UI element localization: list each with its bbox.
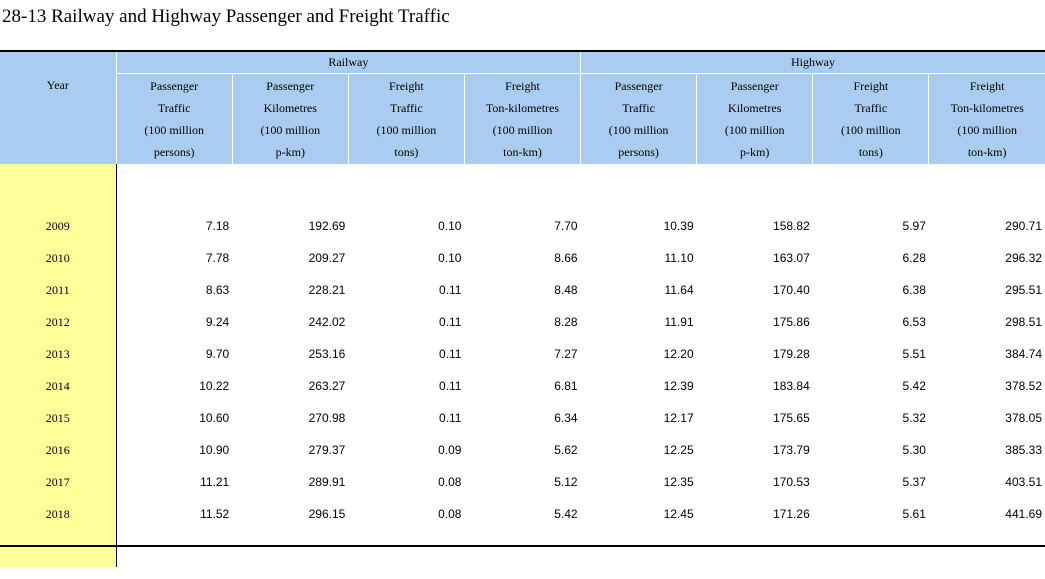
column-header	[697, 74, 813, 165]
column-header-line: Passenger	[614, 79, 663, 93]
value-cell	[929, 530, 1045, 567]
column-header-line: Freight	[505, 79, 540, 93]
column-header	[348, 74, 464, 165]
value-cell: 8.63	[205, 283, 230, 297]
column-header-line: persons)	[618, 145, 659, 159]
year-cell: 2017	[0, 466, 116, 498]
column-header-line: persons)	[153, 145, 195, 159]
value-cell: 290.71	[1005, 219, 1042, 233]
value-cell: 0.08	[438, 475, 462, 489]
year-cell: 2012	[0, 306, 116, 338]
column-header-line: Freight	[969, 79, 1005, 93]
value-cell: 11.64	[664, 283, 694, 297]
value-cell: 11.10	[664, 251, 694, 265]
value-cell: 163.07	[773, 251, 810, 265]
value-cell: 0.11	[438, 315, 462, 329]
value-cell: 296.32	[1005, 251, 1042, 265]
value-cell: 11.52	[200, 507, 230, 521]
value-cell: 253.16	[308, 347, 346, 361]
column-header	[232, 74, 348, 165]
column-header	[116, 74, 232, 165]
column-header	[929, 74, 1045, 165]
column-header-line: Freight	[389, 79, 424, 93]
value-cell: 5.42	[554, 507, 578, 521]
value-cell: 6.28	[902, 251, 926, 265]
year-cell: 2011	[0, 274, 116, 306]
table-header	[0, 52, 1045, 164]
value-cell: 441.69	[1005, 507, 1042, 521]
value-cell: 0.08	[438, 507, 462, 521]
value-cell: 6.34	[554, 411, 578, 425]
value-cell: 289.91	[308, 475, 346, 489]
table-row	[0, 210, 1045, 242]
value-cell	[116, 164, 232, 210]
value-cell: 263.27	[308, 379, 346, 393]
value-cell: 279.37	[308, 443, 346, 457]
value-cell	[232, 530, 348, 567]
column-header-line: tons)	[394, 145, 419, 159]
column-header-line: Kilometres	[728, 101, 782, 115]
column-header-line: Ton-kilometres	[950, 101, 1024, 115]
value-cell: 5.51	[902, 347, 926, 361]
table-row	[0, 306, 1045, 338]
column-header-line: Kilometres	[263, 101, 317, 115]
column-header-line: (100 million	[144, 123, 204, 137]
value-cell: 228.21	[308, 283, 346, 297]
column-header-line: (100 million	[260, 123, 321, 137]
value-cell: 0.11	[438, 347, 462, 361]
column-header-line: Traffic	[622, 101, 655, 115]
value-cell: 242.02	[308, 315, 346, 329]
value-cell: 7.18	[205, 219, 230, 233]
year-cell: 2016	[0, 434, 116, 466]
page-title: 28-13 Railway and Highway Passenger and Freight Traffic	[2, 6, 450, 27]
table-row	[0, 338, 1045, 370]
value-cell: 158.82	[773, 219, 810, 233]
column-header-line: Traffic	[854, 101, 888, 115]
value-cell: 8.28	[554, 315, 578, 329]
value-cell: 10.22	[199, 379, 230, 393]
value-cell: 6.53	[902, 315, 926, 329]
value-cell	[116, 530, 232, 567]
column-header-row	[0, 74, 1045, 165]
value-cell: 10.90	[199, 443, 230, 457]
table-row	[0, 370, 1045, 402]
value-cell: 8.66	[554, 251, 578, 265]
value-cell: 295.51	[1005, 283, 1042, 297]
value-cell: 0.09	[438, 443, 462, 457]
table-row	[0, 498, 1045, 530]
value-cell: 12.17	[663, 411, 694, 425]
value-cell: 5.42	[902, 379, 926, 393]
value-cell: 298.51	[1005, 315, 1042, 329]
value-cell	[464, 530, 580, 567]
column-header-line: (100 million	[376, 123, 437, 137]
value-cell: 0.11	[438, 283, 462, 297]
column-header-line: Freight	[853, 79, 889, 93]
year-cell	[0, 164, 116, 210]
value-cell	[813, 530, 929, 567]
value-cell: 12.20	[663, 347, 694, 361]
value-cell: 5.32	[902, 411, 926, 425]
table-body	[0, 164, 1045, 567]
year-header: Year	[0, 52, 116, 164]
table-row	[0, 402, 1045, 434]
column-header-line: Passenger	[730, 79, 779, 93]
value-cell: 0.11	[438, 411, 462, 425]
year-cell: 2018	[0, 498, 116, 530]
value-cell: 7.27	[554, 347, 578, 361]
traffic-table	[0, 52, 1045, 567]
year-cell: 2014	[0, 370, 116, 402]
spacer-row	[0, 164, 1045, 210]
value-cell: 0.11	[438, 379, 462, 393]
column-header	[813, 74, 929, 165]
column-header-line: Passenger	[266, 79, 315, 93]
column-header-line: (100 million	[957, 123, 1018, 137]
table-row	[0, 466, 1045, 498]
value-cell: 0.10	[438, 219, 462, 233]
value-cell: 175.65	[773, 411, 810, 425]
value-cell: 296.15	[308, 507, 346, 521]
value-cell: 7.78	[205, 251, 230, 265]
column-header-line: tons)	[858, 145, 883, 159]
column-header-line: p-km)	[275, 145, 305, 159]
value-cell: 12.25	[663, 443, 694, 457]
group-header-railway: Railway	[116, 52, 580, 74]
value-cell	[464, 164, 580, 210]
column-header-line: (100 million	[840, 123, 901, 137]
column-header-line: Passenger	[150, 79, 199, 93]
value-cell: 5.97	[902, 219, 926, 233]
column-header-line: ton-km)	[503, 145, 542, 159]
column-header-line: (100 million	[492, 123, 553, 137]
value-cell: 12.45	[663, 507, 694, 521]
value-cell: 192.69	[308, 219, 346, 233]
value-cell: 10.60	[199, 411, 230, 425]
value-cell	[581, 530, 697, 567]
value-cell: 5.12	[554, 475, 578, 489]
column-header	[581, 74, 697, 165]
value-cell: 179.28	[773, 347, 810, 361]
value-cell: 7.70	[554, 219, 578, 233]
column-header-line: Ton-kilometres	[485, 101, 560, 115]
value-cell	[697, 164, 813, 210]
column-header-line: Traffic	[157, 101, 191, 115]
column-header-line: (100 million	[608, 123, 669, 137]
value-cell: 175.86	[773, 315, 810, 329]
value-cell: 171.26	[773, 507, 810, 521]
value-cell: 12.39	[663, 379, 694, 393]
value-cell: 6.38	[902, 283, 926, 297]
column-header-line: ton-km)	[967, 145, 1007, 159]
value-cell: 8.48	[554, 283, 578, 297]
column-header-line: Traffic	[390, 101, 423, 115]
value-cell: 173.79	[773, 443, 810, 457]
value-cell: 5.61	[902, 507, 926, 521]
value-cell: 9.24	[205, 315, 230, 329]
value-cell: 11.21	[200, 475, 230, 489]
value-cell: 170.40	[773, 283, 810, 297]
value-cell: 6.81	[554, 379, 578, 393]
table-row	[0, 274, 1045, 306]
value-cell: 0.10	[438, 251, 462, 265]
year-cell	[0, 530, 116, 567]
value-cell	[348, 164, 464, 210]
group-header-highway: Highway	[581, 52, 1045, 74]
value-cell	[697, 530, 813, 567]
column-header-line: (100 million	[724, 123, 785, 137]
year-cell: 2013	[0, 338, 116, 370]
value-cell: 5.62	[554, 443, 578, 457]
value-cell: 10.39	[663, 219, 694, 233]
bottom-rule	[0, 545, 1045, 547]
value-cell	[929, 164, 1045, 210]
value-cell	[581, 164, 697, 210]
value-cell: 384.74	[1005, 347, 1042, 361]
value-cell: 5.30	[902, 443, 926, 457]
value-cell: 5.37	[902, 475, 926, 489]
spacer-row	[0, 530, 1045, 567]
value-cell	[813, 164, 929, 210]
value-cell: 9.70	[205, 347, 230, 361]
year-cell: 2015	[0, 402, 116, 434]
value-cell: 378.52	[1005, 379, 1042, 393]
value-cell: 12.35	[663, 475, 694, 489]
column-header	[464, 74, 580, 165]
value-cell: 385.33	[1005, 443, 1042, 457]
value-cell: 209.27	[308, 251, 346, 265]
table-row	[0, 242, 1045, 274]
value-cell: 270.98	[308, 411, 346, 425]
value-cell	[232, 164, 348, 210]
value-cell: 170.53	[773, 475, 810, 489]
year-cell: 2010	[0, 242, 116, 274]
value-cell	[348, 530, 464, 567]
value-cell: 183.84	[773, 379, 810, 393]
year-cell: 2009	[0, 210, 116, 242]
table-row	[0, 434, 1045, 466]
value-cell: 378.05	[1005, 411, 1042, 425]
value-cell: 11.91	[664, 315, 694, 329]
value-cell: 403.51	[1005, 475, 1042, 489]
column-header-line: p-km)	[740, 145, 770, 159]
